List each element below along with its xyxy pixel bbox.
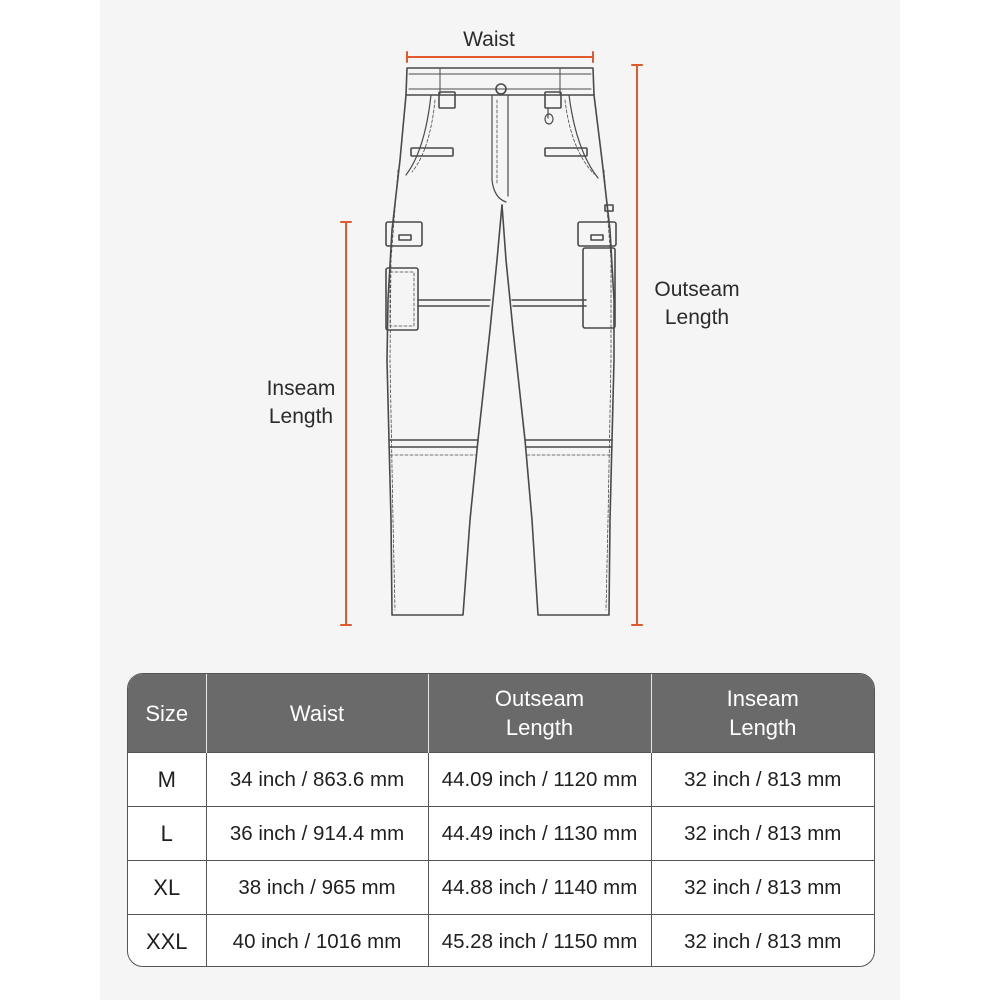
header-size-line: Size	[145, 700, 189, 726]
header-inseam	[651, 674, 874, 753]
outseam-measure-line	[632, 65, 642, 625]
table-row	[128, 807, 874, 861]
cell-waist: 34 inch / 863.6 mm	[206, 753, 428, 807]
outseam-label	[642, 276, 752, 332]
side-tab	[605, 205, 613, 211]
cell-outseam: 44.49 inch / 1130 mm	[428, 807, 651, 861]
cell-size: XXL	[128, 915, 206, 968]
header-waist-line: Waist	[289, 700, 345, 726]
header-inseam-line-2: Length	[729, 715, 797, 740]
size-table	[127, 673, 875, 967]
key-ring	[545, 108, 553, 124]
header-outseam-line-1: Outseam	[494, 686, 585, 711]
thigh-seam-left	[418, 300, 490, 306]
cell-inseam: 32 inch / 813 mm	[651, 861, 874, 915]
cell-outseam: 44.88 inch / 1140 mm	[428, 861, 651, 915]
table-row	[128, 861, 874, 915]
cell-size: M	[128, 753, 206, 807]
header-inseam-line-1: Inseam	[726, 686, 799, 711]
header-waist	[206, 674, 428, 753]
size-table-grid	[128, 674, 874, 967]
header-outseam	[428, 674, 651, 753]
waist-label: Waist	[463, 28, 515, 51]
inseam-label-line-1: Inseam	[266, 377, 336, 400]
left-leg-outline	[387, 95, 502, 615]
inseam-label-line-2: Length	[268, 405, 334, 428]
knee-seam-right	[525, 440, 612, 447]
waistband	[406, 68, 594, 95]
front-pocket-right	[569, 95, 598, 178]
cell-waist: 40 inch / 1016 mm	[206, 915, 428, 968]
cell-waist: 38 inch / 965 mm	[206, 861, 428, 915]
table-row	[128, 915, 874, 968]
table-header-row	[128, 674, 874, 753]
cell-size: XL	[128, 861, 206, 915]
cell-outseam: 45.28 inch / 1150 mm	[428, 915, 651, 968]
cell-size: L	[128, 807, 206, 861]
cell-inseam: 32 inch / 813 mm	[651, 753, 874, 807]
cargo-pocket-right	[583, 248, 615, 328]
cell-waist: 36 inch / 914.4 mm	[206, 807, 428, 861]
header-outseam-line-2: Length	[505, 715, 574, 740]
outseam-label-line-2: Length	[664, 306, 730, 329]
cell-outseam: 44.09 inch / 1120 mm	[428, 753, 651, 807]
fly	[492, 95, 508, 202]
knee-seam-left	[389, 440, 478, 447]
cell-inseam: 32 inch / 813 mm	[651, 915, 874, 968]
table-row	[128, 753, 874, 807]
inseam-label	[246, 375, 356, 431]
cell-inseam: 32 inch / 813 mm	[651, 807, 874, 861]
outseam-label-line-1: Outseam	[654, 278, 740, 301]
header-size	[128, 674, 206, 753]
thigh-seam-right	[512, 300, 586, 306]
right-leg-outline	[502, 95, 614, 615]
